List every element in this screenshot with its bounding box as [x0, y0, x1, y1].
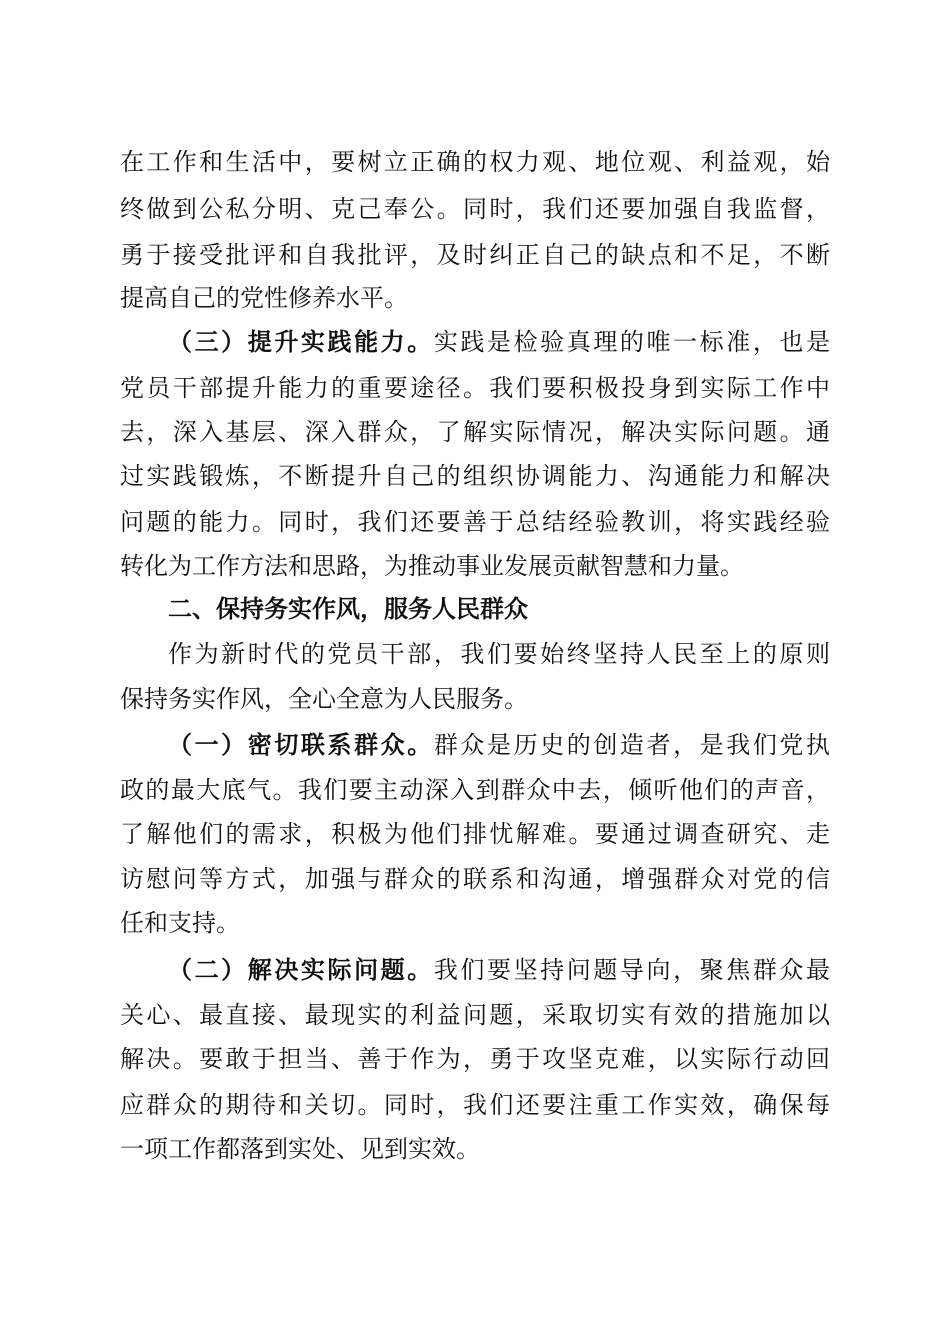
para2-lead: （三）提升实践能力。: [168, 328, 434, 356]
para2-line-3: 去，深入基层、深入群众，了解实际情况，解决实际问题。通: [120, 418, 830, 446]
para4-line-5: 任和支持。: [120, 909, 240, 937]
para1-line-3: 勇于接受批评和自我批评，及时纠正自己的缺点和不足，不断: [120, 241, 830, 269]
para4-line-2: 政的最大底气。我们要主动深入到群众中去，倾听他们的声音，: [120, 776, 830, 804]
para1-line-1: 在工作和生活中，要树立正确的权力观、地位观、利益观，始: [120, 148, 830, 176]
para5-first-line: [168, 955, 830, 985]
para2-first-rest: 实践是检验真理的唯一标准，也是: [433, 328, 831, 356]
para3-first-line: 作为新时代的党员干部，我们要始终坚持人民至上的原则: [168, 640, 830, 668]
para1-line-2: 终做到公私分明、克己奉公。同时，我们还要加强自我监督，: [120, 195, 830, 223]
para4-line-4: 访慰问等方式，加强与群众的联系和沟通，增强群众对党的信: [120, 865, 830, 893]
para5-line-5: 一项工作都落到实处、见到实效。: [120, 1135, 480, 1163]
para1-line-4: 提高自己的党性修养水平。: [120, 284, 408, 312]
para5-line-4: 应群众的期待和关切。同时，我们还要注重工作实效，确保每: [120, 1091, 830, 1119]
para4-line-3: 了解他们的需求，积极为他们排忧解难。要通过调查研究、走: [120, 820, 830, 848]
para5-line-2: 关心、最直接、最现实的利益问题，采取切实有效的措施加以: [120, 1001, 830, 1029]
para2-line-4: 过实践锻炼，不断提升自己的组织协调能力、沟通能力和解决: [120, 462, 830, 490]
para4-first-line: [168, 730, 830, 760]
para2-first-line: [168, 327, 830, 357]
para2-line-6: 转化为工作方法和思路，为推动事业发展贡献智慧和力量。: [120, 552, 744, 580]
para2-line-5: 问题的能力。同时，我们还要善于总结经验教训，将实践经验: [120, 508, 830, 536]
para5-lead: （二）解决实际问题。: [168, 956, 434, 984]
para5-first-rest: 我们要坚持问题导向，聚焦群众最: [433, 956, 831, 984]
para5-line-3: 解决。要敢于担当、善于作为，勇于攻坚克难，以实际行动回: [120, 1045, 830, 1073]
para4-first-rest: 群众是历史的创造者，是我们党执: [433, 731, 831, 759]
para3-line-2: 保持务实作风，全心全意为人民服务。: [120, 685, 528, 713]
para4-lead: （一）密切联系群众。: [168, 731, 434, 759]
section-heading: 二、保持务实作风，服务人民群众: [168, 595, 528, 623]
para2-line-2: 党员干部提升能力的重要途径。我们要积极投身到实际工作中: [120, 374, 830, 402]
